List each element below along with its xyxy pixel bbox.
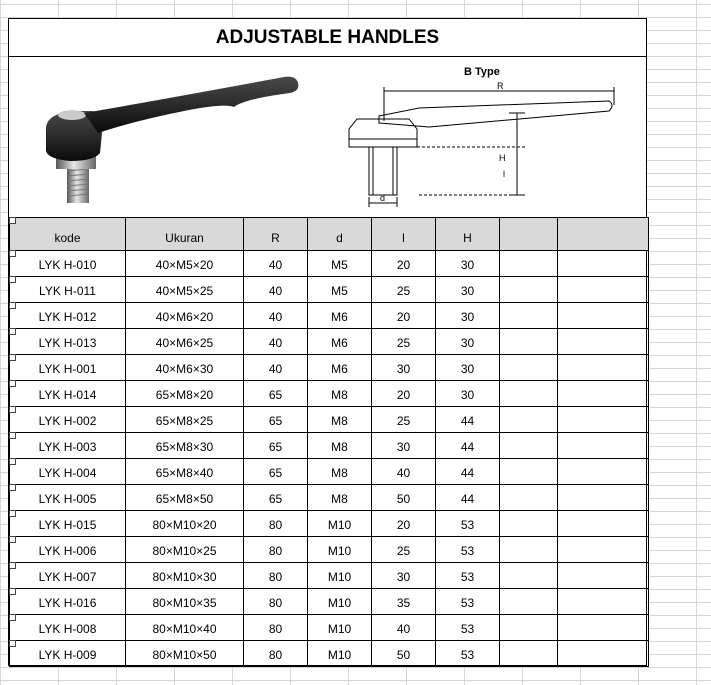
table-cell[interactable]: 53 bbox=[436, 641, 500, 667]
table-cell[interactable] bbox=[558, 329, 649, 355]
table-cell[interactable] bbox=[10, 251, 126, 277]
page-title: ADJUSTABLE HANDLES bbox=[9, 19, 646, 57]
table-cell[interactable] bbox=[558, 563, 649, 589]
table-cell[interactable]: M8 bbox=[308, 433, 372, 459]
table-cell[interactable]: 65 bbox=[244, 485, 308, 511]
table-cell[interactable] bbox=[500, 589, 558, 615]
table-cell[interactable] bbox=[10, 563, 126, 589]
table-cell[interactable] bbox=[10, 355, 126, 381]
table-cell[interactable]: 20 bbox=[372, 511, 436, 537]
dim-r-label: R bbox=[497, 81, 504, 91]
table-cell[interactable] bbox=[10, 277, 126, 303]
table-cell[interactable] bbox=[558, 589, 649, 615]
table-cell[interactable]: 53 bbox=[436, 511, 500, 537]
table-cell[interactable] bbox=[500, 511, 558, 537]
column-header[interactable]: R bbox=[244, 218, 308, 251]
cell-comment-marker bbox=[9, 217, 16, 224]
cell-value: LYK H-007 bbox=[38, 570, 97, 584]
table-cell[interactable]: 30 bbox=[436, 381, 500, 407]
table-cell[interactable] bbox=[500, 537, 558, 563]
cell-comment-marker bbox=[9, 458, 16, 465]
table-cell[interactable]: M10 bbox=[308, 589, 372, 615]
table-cell[interactable] bbox=[500, 355, 558, 381]
table-cell[interactable]: M6 bbox=[308, 329, 372, 355]
table-cell[interactable]: M5 bbox=[308, 277, 372, 303]
table-row bbox=[10, 615, 649, 641]
table-cell[interactable]: 44 bbox=[436, 407, 500, 433]
table-cell[interactable] bbox=[558, 537, 649, 563]
table-cell[interactable]: M8 bbox=[308, 381, 372, 407]
dim-h-label: H bbox=[499, 153, 506, 163]
cell-value: LYK H-014 bbox=[38, 388, 97, 402]
table-cell[interactable]: 40 bbox=[372, 615, 436, 641]
column-header[interactable]: d bbox=[308, 218, 372, 251]
table-cell[interactable]: M8 bbox=[308, 459, 372, 485]
table-cell[interactable] bbox=[500, 615, 558, 641]
table-cell[interactable]: 80 bbox=[244, 563, 308, 589]
table-cell[interactable]: 20 bbox=[372, 381, 436, 407]
table-cell[interactable]: 80 bbox=[244, 589, 308, 615]
table-cell[interactable]: 30 bbox=[436, 329, 500, 355]
table-cell[interactable] bbox=[500, 277, 558, 303]
table-cell[interactable] bbox=[500, 407, 558, 433]
table-cell[interactable]: 65×M8×50 bbox=[126, 485, 244, 511]
table-cell[interactable]: 40×M5×20 bbox=[126, 251, 244, 277]
table-cell[interactable]: 40×M6×30 bbox=[126, 355, 244, 381]
table-cell[interactable] bbox=[500, 459, 558, 485]
table-cell[interactable]: 30 bbox=[372, 433, 436, 459]
table-cell[interactable]: 65×M8×25 bbox=[126, 407, 244, 433]
table-cell[interactable] bbox=[500, 251, 558, 277]
table-cell[interactable]: 40 bbox=[372, 459, 436, 485]
table-cell[interactable] bbox=[558, 303, 649, 329]
table-cell[interactable] bbox=[558, 277, 649, 303]
dim-l-label: l bbox=[503, 169, 505, 179]
table-cell[interactable]: 30 bbox=[436, 355, 500, 381]
cell-comment-marker bbox=[9, 328, 16, 335]
column-header[interactable] bbox=[500, 218, 558, 251]
table-cell[interactable]: M6 bbox=[308, 355, 372, 381]
table-cell[interactable]: 50 bbox=[372, 485, 436, 511]
table-cell[interactable]: 65 bbox=[244, 433, 308, 459]
table-cell[interactable]: 30 bbox=[372, 563, 436, 589]
table-cell[interactable]: 80×M10×20 bbox=[126, 511, 244, 537]
table-cell[interactable]: 80 bbox=[244, 511, 308, 537]
table-cell[interactable]: M10 bbox=[308, 511, 372, 537]
table-cell[interactable]: 20 bbox=[372, 251, 436, 277]
dim-d-label: d bbox=[380, 193, 386, 203]
table-cell[interactable]: M10 bbox=[308, 641, 372, 667]
cell-comment-marker bbox=[9, 510, 16, 517]
table-cell[interactable]: 53 bbox=[436, 589, 500, 615]
table-cell[interactable] bbox=[10, 381, 126, 407]
table-cell[interactable]: 53 bbox=[436, 615, 500, 641]
table-cell[interactable] bbox=[10, 615, 126, 641]
table-cell[interactable]: 30 bbox=[436, 251, 500, 277]
cell-comment-marker bbox=[9, 276, 16, 283]
cell-comment-marker bbox=[9, 250, 16, 257]
cell-comment-marker bbox=[9, 484, 16, 491]
table-row bbox=[10, 485, 649, 511]
table-cell[interactable]: 65×M8×20 bbox=[126, 381, 244, 407]
table-cell[interactable]: 30 bbox=[372, 355, 436, 381]
table-cell[interactable] bbox=[10, 407, 126, 433]
cell-comment-marker bbox=[9, 614, 16, 621]
cell-comment-marker bbox=[9, 302, 16, 309]
cell-comment-marker bbox=[9, 562, 16, 569]
table-cell[interactable]: M5 bbox=[308, 251, 372, 277]
column-header[interactable]: Ukuran bbox=[126, 218, 244, 251]
cell-comment-marker bbox=[9, 406, 16, 413]
cell-comment-marker bbox=[9, 640, 16, 647]
table-cell[interactable]: 80×M10×50 bbox=[126, 641, 244, 667]
table-cell[interactable]: 40 bbox=[244, 329, 308, 355]
table-cell[interactable] bbox=[500, 485, 558, 511]
table-cell[interactable] bbox=[10, 433, 126, 459]
cell-comment-marker bbox=[9, 354, 16, 361]
table-cell[interactable] bbox=[500, 563, 558, 589]
table-row bbox=[10, 537, 649, 563]
table-cell[interactable]: 80×M10×35 bbox=[126, 589, 244, 615]
table-row bbox=[10, 251, 649, 277]
table-cell[interactable] bbox=[558, 485, 649, 511]
column-header[interactable]: H bbox=[436, 218, 500, 251]
table-cell[interactable]: 40×M5×25 bbox=[126, 277, 244, 303]
table-cell[interactable] bbox=[10, 303, 126, 329]
cell-comment-marker bbox=[9, 588, 16, 595]
table-cell[interactable] bbox=[558, 511, 649, 537]
specs-table bbox=[9, 217, 649, 667]
table-row bbox=[10, 459, 649, 485]
table-cell[interactable]: M10 bbox=[308, 615, 372, 641]
spreadsheet-sheet bbox=[8, 18, 647, 666]
table-cell[interactable] bbox=[10, 485, 126, 511]
table-row bbox=[10, 329, 649, 355]
table-cell[interactable] bbox=[500, 329, 558, 355]
table-cell[interactable] bbox=[10, 329, 126, 355]
table-row bbox=[10, 589, 649, 615]
cell-value: LYK H-009 bbox=[38, 648, 97, 662]
table-cell[interactable]: 40 bbox=[244, 303, 308, 329]
table-cell[interactable]: 40×M6×20 bbox=[126, 303, 244, 329]
table-cell[interactable]: 53 bbox=[436, 537, 500, 563]
cell-value: LYK H-003 bbox=[38, 440, 97, 454]
cell-value: LYK H-016 bbox=[38, 596, 97, 610]
table-cell[interactable]: 80×M10×30 bbox=[126, 563, 244, 589]
drawing-type-label: B Type bbox=[464, 66, 500, 78]
table-cell[interactable]: 80×M10×25 bbox=[126, 537, 244, 563]
table-row bbox=[10, 563, 649, 589]
table-cell[interactable]: 65 bbox=[244, 381, 308, 407]
table-cell[interactable] bbox=[500, 381, 558, 407]
table-cell[interactable] bbox=[10, 459, 126, 485]
table-cell[interactable]: 30 bbox=[436, 277, 500, 303]
cell-value: LYK H-002 bbox=[38, 414, 97, 428]
table-row bbox=[10, 407, 649, 433]
table-cell[interactable] bbox=[558, 251, 649, 277]
table-cell[interactable]: M10 bbox=[308, 537, 372, 563]
table-cell[interactable]: 25 bbox=[372, 329, 436, 355]
table-cell[interactable]: M8 bbox=[308, 407, 372, 433]
cell-value: LYK H-011 bbox=[39, 284, 96, 298]
table-cell[interactable]: 65 bbox=[244, 407, 308, 433]
column-header-label: kode bbox=[54, 231, 81, 245]
table-cell[interactable] bbox=[558, 381, 649, 407]
table-cell[interactable]: 50 bbox=[372, 641, 436, 667]
table-row bbox=[10, 303, 649, 329]
image-band bbox=[9, 57, 646, 217]
cell-value: LYK H-004 bbox=[38, 466, 97, 480]
table-cell[interactable]: 80×M10×40 bbox=[126, 615, 244, 641]
table-cell[interactable] bbox=[558, 355, 649, 381]
table-cell[interactable] bbox=[10, 641, 126, 667]
table-cell[interactable]: 80 bbox=[244, 641, 308, 667]
table-row bbox=[10, 641, 649, 667]
table-cell[interactable]: 25 bbox=[372, 407, 436, 433]
table-cell[interactable] bbox=[558, 641, 649, 667]
cell-value: LYK H-012 bbox=[38, 310, 97, 324]
cell-value: LYK H-006 bbox=[38, 544, 97, 558]
table-cell[interactable]: 30 bbox=[436, 303, 500, 329]
table-cell[interactable]: 40 bbox=[244, 251, 308, 277]
cell-value: LYK H-015 bbox=[38, 518, 97, 532]
table-cell[interactable]: 35 bbox=[372, 589, 436, 615]
column-header[interactable]: l bbox=[372, 218, 436, 251]
table-cell[interactable]: 80 bbox=[244, 537, 308, 563]
cell-value: LYK H-001 bbox=[38, 362, 97, 376]
table-row bbox=[10, 355, 649, 381]
cell-value: LYK H-005 bbox=[38, 492, 97, 506]
column-header[interactable] bbox=[10, 218, 126, 251]
table-cell[interactable] bbox=[10, 537, 126, 563]
table-cell[interactable]: M8 bbox=[308, 485, 372, 511]
table-row bbox=[10, 433, 649, 459]
table-cell[interactable]: 25 bbox=[372, 537, 436, 563]
cell-value: LYK H-008 bbox=[38, 622, 97, 636]
table-cell[interactable] bbox=[500, 433, 558, 459]
cell-value: LYK H-013 bbox=[38, 336, 97, 350]
cell-comment-marker bbox=[9, 432, 16, 439]
table-cell[interactable]: 65×M8×30 bbox=[126, 433, 244, 459]
table-cell[interactable] bbox=[558, 459, 649, 485]
table-row bbox=[10, 381, 649, 407]
table-header-row bbox=[10, 218, 649, 251]
cell-value: LYK H-010 bbox=[38, 258, 97, 272]
table-cell[interactable] bbox=[558, 433, 649, 459]
table-cell[interactable]: 53 bbox=[436, 563, 500, 589]
table-cell[interactable] bbox=[558, 407, 649, 433]
table-cell[interactable] bbox=[10, 511, 126, 537]
table-cell[interactable]: 65 bbox=[244, 459, 308, 485]
table-cell[interactable]: 80 bbox=[244, 615, 308, 641]
technical-drawing bbox=[329, 61, 619, 211]
table-cell[interactable]: 40×M6×25 bbox=[126, 329, 244, 355]
table-row bbox=[10, 511, 649, 537]
table-cell[interactable]: M6 bbox=[308, 303, 372, 329]
table-row bbox=[10, 277, 649, 303]
table-cell[interactable]: 65×M8×40 bbox=[126, 459, 244, 485]
column-header[interactable] bbox=[558, 218, 649, 251]
cell-comment-marker bbox=[9, 536, 16, 543]
table-cell[interactable]: 40 bbox=[244, 355, 308, 381]
table-cell[interactable]: 44 bbox=[436, 485, 500, 511]
table-cell[interactable]: 40 bbox=[244, 277, 308, 303]
cell-comment-marker bbox=[9, 380, 16, 387]
table-body bbox=[10, 251, 649, 667]
table-cell[interactable]: 20 bbox=[372, 303, 436, 329]
table-cell[interactable]: 44 bbox=[436, 433, 500, 459]
table-cell[interactable] bbox=[500, 303, 558, 329]
table-cell[interactable]: 25 bbox=[372, 277, 436, 303]
table-cell[interactable] bbox=[500, 641, 558, 667]
table-cell[interactable]: M10 bbox=[308, 563, 372, 589]
table-cell[interactable]: 44 bbox=[436, 459, 500, 485]
handle-photo bbox=[34, 67, 304, 217]
table-cell[interactable] bbox=[558, 615, 649, 641]
table-cell[interactable] bbox=[10, 589, 126, 615]
